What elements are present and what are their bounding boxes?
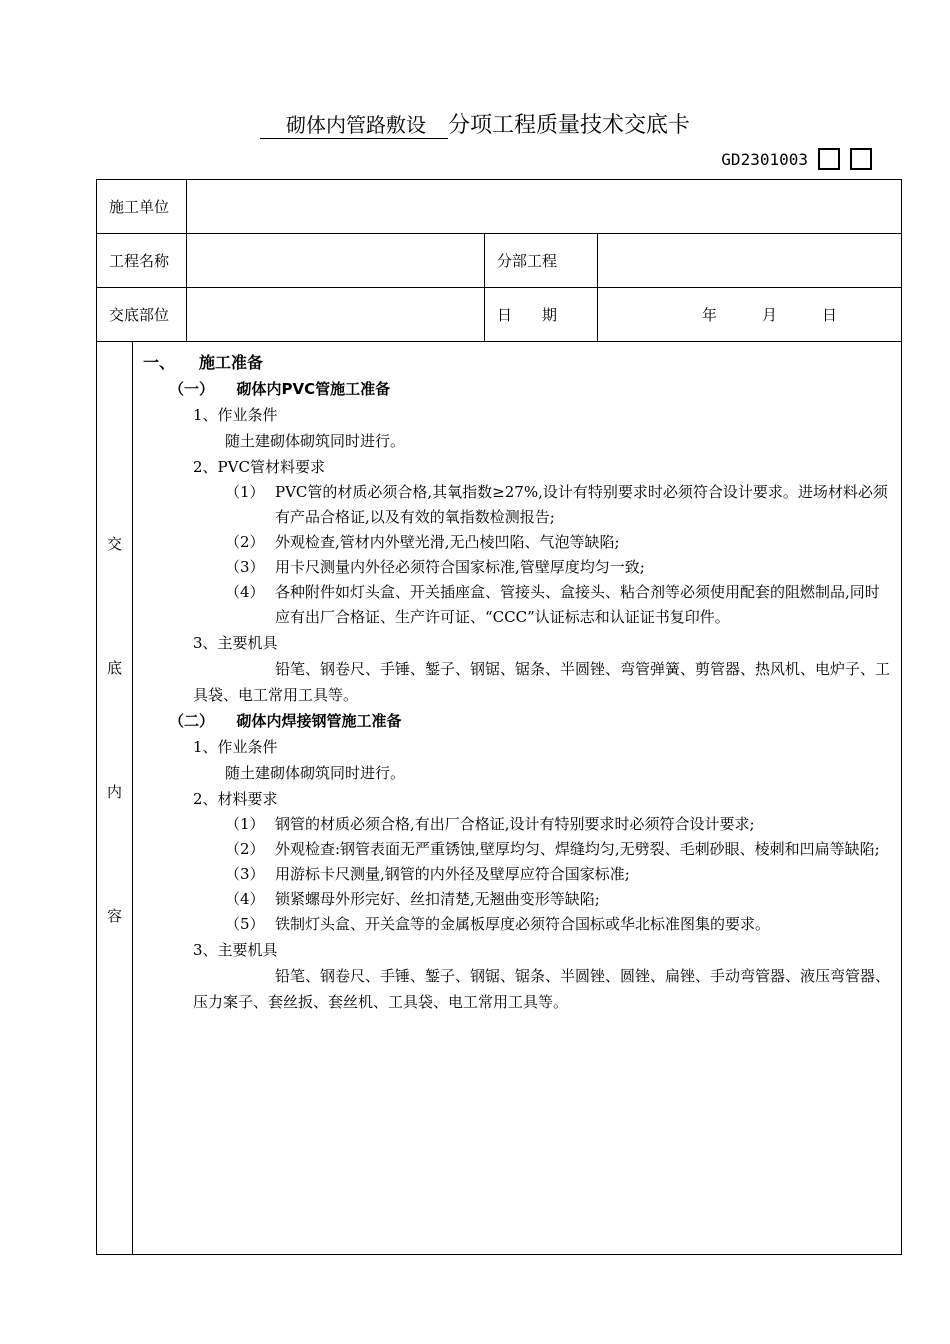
steel-cond-text: 随土建砌体砌筑同时进行。 [225, 764, 406, 782]
side-char: 交 [106, 535, 122, 553]
list-item: （5） 铁制灯头盒、开关盒等的金属板厚度必须符合国标或华北标准图集的要求。 [225, 915, 771, 933]
list-item: （1） 钢管的材质必须合格,有出厂合格证,设计有特别要求时必须符合设计要求; [225, 815, 755, 833]
list-item: （4） 锁紧螺母外形完好、丝扣清楚,无翘曲变形等缺陷; [225, 890, 600, 908]
side-label-column [97, 342, 133, 1255]
list-item: （2） 外观检查,管材内外壁光滑,无凸棱凹陷、气泡等缺陷; [225, 533, 620, 551]
subject-underlined: 砌体内管路敷设 [260, 109, 448, 139]
pvc-mat-head: 2、PVC管材料要求 [193, 458, 325, 476]
project-label: 工程名称 [97, 234, 187, 288]
document-code-row [721, 146, 872, 172]
disclosure-card-table [96, 179, 902, 1255]
list-item: （3） 用游标卡尺测量,钢管的内外径及壁厚应符合国家标准; [225, 865, 630, 883]
steel-tools-text: 铅笔、钢卷尺、手锤、錾子、钢锯、锯条、半圆锉、圆锉、扁锉、手动弯管器、液压弯管器、压力案子、套丝扳、套丝机、工具袋、电工常用工具等。 [193, 967, 891, 1011]
date-label: 日 期 [485, 288, 598, 342]
division-field[interactable] [598, 234, 902, 288]
disclosure-content [133, 342, 902, 1255]
steel-mat-head: 2、材料要求 [193, 790, 278, 808]
section-title: 一、 施工准备 [143, 353, 264, 372]
list-item: （1） PVC管的材质必须合格,其氧指数≥27%,设计有特别要求时必须符合设计要求。进场材料必须有产品合格证,以及有效的氧指数检测报告; [225, 483, 888, 526]
project-field[interactable] [187, 234, 485, 288]
pvc-cond-text: 随土建砌体砌筑同时进行。 [225, 432, 406, 450]
division-label: 分部工程 [485, 234, 598, 288]
steel-title: （二） 砌体内焊接钢管施工准备 [169, 712, 402, 730]
side-char: 容 [106, 907, 122, 925]
list-item: （2） 外观检查:钢管表面无严重锈蚀,壁厚均匀、焊缝均匀,无劈裂、毛刺砂眼、棱刺和凹扁等缺陷; [225, 840, 880, 858]
steel-cond-head: 1、作业条件 [193, 738, 278, 756]
location-label: 交底部位 [97, 288, 187, 342]
document-title [0, 108, 950, 139]
pvc-title: （一） 砌体内PVC管施工准备 [169, 380, 391, 398]
unit-field[interactable] [187, 180, 902, 234]
pvc-tools-text: 铅笔、钢卷尺、手锤、錾子、钢锯、锯条、半圆锉、弯管弹簧、剪管器、热风机、电炉子、工具袋、电工常用工具等。 [193, 660, 891, 704]
list-item: （4） 各种附件如灯头盒、开关插座盒、管接头、盒接头、粘合剂等必须使用配套的阻燃制品,同时应有出厂合格证、生产许可证、“CCC”认证标志和认证证书复印件。 [225, 583, 880, 626]
steel-tools-head: 3、主要机具 [193, 941, 278, 959]
date-value[interactable]: 年 月 日 [598, 288, 902, 342]
document-code: GD2301003 [721, 149, 808, 169]
pvc-cond-head: 1、作业条件 [193, 406, 278, 424]
title-suffix: 分项工程质量技术交底卡 [447, 113, 690, 138]
checkbox-1[interactable] [818, 148, 840, 170]
checkbox-2[interactable] [850, 148, 872, 170]
list-item: （3） 用卡尺测量内外径必须符合国家标准,管壁厚度均匀一致; [225, 558, 645, 576]
side-char: 内 [106, 783, 122, 801]
side-char: 底 [106, 659, 122, 677]
unit-label: 施工单位 [97, 180, 187, 234]
pvc-tools-head: 3、主要机具 [193, 634, 278, 652]
location-field[interactable] [187, 288, 485, 342]
